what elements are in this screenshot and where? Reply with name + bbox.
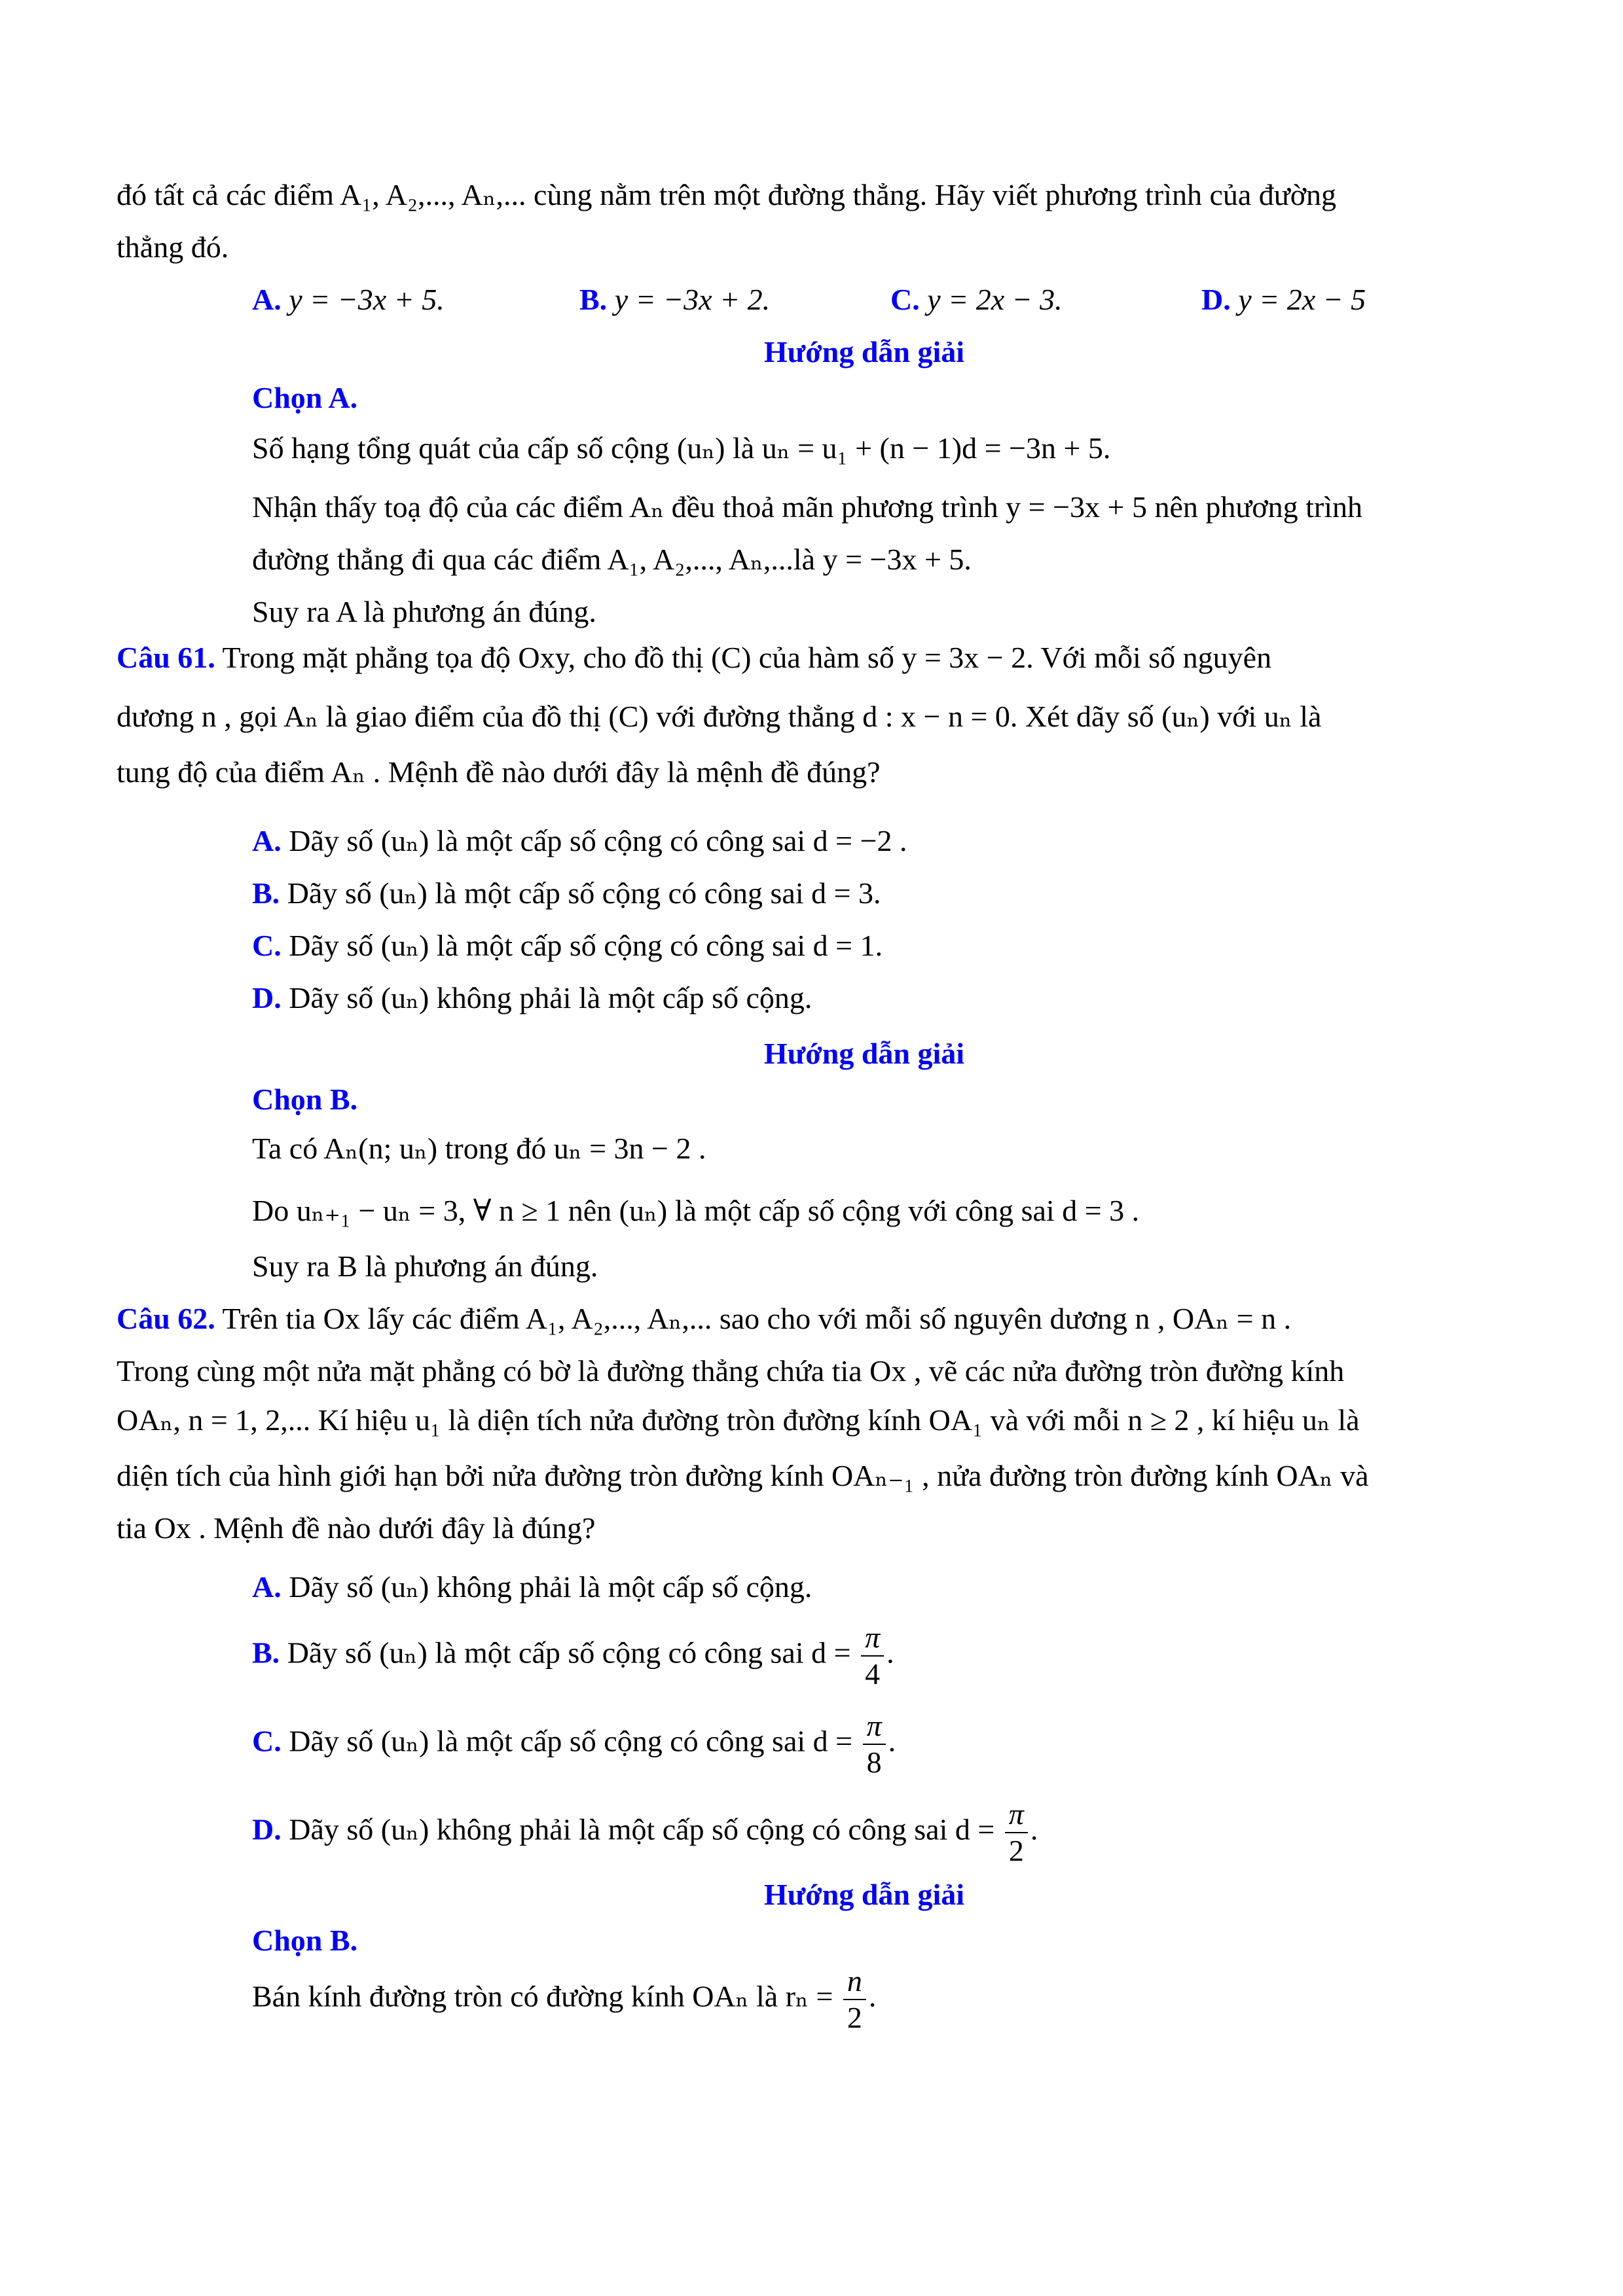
intro-option-c: [890, 280, 1063, 319]
q61-line-1: [117, 638, 1271, 677]
option-text: Dãy số (uₙ) là một cấp số cộng có công sai d = 3.: [280, 876, 881, 910]
q61-line-2: dương n , gọi Aₙ là giao điểm của đồ thị (C) với đường thẳng d : x − n = 0. Xét dãy số (uₙ) với uₙ là: [117, 700, 1322, 733]
fraction: [863, 1708, 886, 1780]
fraction-numerator: n: [843, 1964, 866, 2000]
q62-choice: Chọn B.: [252, 1924, 358, 1957]
q61-solution-2: Do uₙ₊₁ − uₙ = 3, ∀ n ≥ 1 nên (uₙ) là một cấp số cộng với công sai d = 3 .: [252, 1194, 1140, 1227]
option-text: Dãy số (uₙ) là một cấp số cộng có công sai d =: [281, 1724, 853, 1758]
option-text: Dãy số (uₙ) là một cấp số cộng có công sai d = −2 .: [281, 824, 907, 857]
intro-guide-title: Hướng dẫn giải: [763, 335, 965, 368]
option-text: Dãy số (uₙ) không phải là một cấp số cộng.: [281, 1570, 812, 1604]
q62-line-2: Trong cùng một nửa mặt phẳng có bờ là đường thẳng chứa tia Ox , vẽ các nửa đường tròn đường kính: [117, 1354, 1345, 1388]
q62-label: Câu 62.: [117, 1302, 215, 1335]
option-text: Dãy số (uₙ) là một cấp số cộng có công sai d =: [280, 1636, 851, 1670]
intro-line-1: đó tất cả các điểm A₁, A₂,..., Aₙ,... cùng nằm trên một đường thẳng. Hãy viết phương trình của đường: [117, 178, 1337, 211]
intro-line-2: thẳng đó.: [117, 230, 229, 264]
fraction-numerator: π: [1005, 1797, 1028, 1833]
fraction-denominator: 2: [847, 2001, 862, 2034]
intro-solution-3: đường thẳng đi qua các điểm A₁, A₂,..., Aₙ,...là y = −3x + 5.: [252, 543, 972, 576]
option-key: C.: [890, 283, 920, 316]
option-text: Dãy số (uₙ) không phải là một cấp số cộng có công sai d =: [281, 1812, 995, 1846]
q61-label: Câu 61.: [117, 641, 215, 674]
fraction: [1005, 1797, 1028, 1869]
option-key: D.: [252, 981, 282, 1014]
option-text: Dãy số (uₙ) là một cấp số cộng có công sai d = 1.: [281, 929, 883, 962]
intro-solution-4: Suy ra A là phương án đúng.: [252, 595, 596, 628]
fraction-denominator: 8: [866, 1746, 882, 1779]
intro-option-a: [252, 280, 445, 319]
q61-option-c: [252, 926, 883, 965]
fraction-denominator: 4: [865, 1657, 881, 1691]
q61-option-b: [252, 874, 881, 913]
q61-solution-3: Suy ra B là phương án đúng.: [252, 1249, 598, 1283]
q61-choice: Chọn B.: [252, 1083, 358, 1116]
q62-option-c: C. Dãy số (uₙ) là một cấp số cộng có công sai d = $\frac{\pi}{8}$ .: [252, 1709, 896, 1779]
fraction: [861, 1620, 884, 1692]
q62-line-1: [117, 1299, 1291, 1338]
option-text: y = −3x + 2.: [614, 283, 771, 316]
q61-option-a: [252, 821, 907, 861]
intro-option-d: [1201, 280, 1366, 319]
q62-line-5: tia Ox . Mệnh đề nào dưới đây là đúng?: [117, 1511, 596, 1545]
q61-text-1: Trong mặt phẳng tọa độ Oxy, cho đồ thị (C) của hàm số y = 3x − 2. Với mỗi số nguyên: [215, 641, 1272, 674]
intro-solution-2: Nhận thấy toạ độ của các điểm Aₙ đều thoả mãn phương trình y = −3x + 5 nên phương trình: [252, 490, 1363, 524]
option-key: A.: [252, 283, 282, 316]
q62-line-4: diện tích của hình giới hạn bởi nửa đường tròn đường kính OAₙ₋₁ , nửa đường tròn đường kính OAₙ và: [117, 1459, 1369, 1492]
q62-text-1: Trên tia Ox lấy các điểm A₁, A₂,..., Aₙ,... sao cho với mỗi số nguyên dương n , OAₙ = n .: [215, 1302, 1292, 1335]
option-key: B.: [252, 876, 280, 910]
option-key: A.: [252, 824, 282, 857]
fraction: [843, 1964, 866, 2036]
fraction-denominator: 2: [1008, 1834, 1024, 1867]
option-key: D.: [252, 1812, 282, 1846]
option-text: y = −3x + 5.: [289, 283, 445, 316]
option-key: B.: [579, 283, 608, 316]
intro-solution-1: Số hạng tổng quát của cấp số cộng (uₙ) là uₙ = u₁ + (n − 1)d = −3n + 5.: [252, 431, 1111, 465]
option-text: y = 2x − 3.: [927, 283, 1063, 316]
option-key: C.: [252, 1724, 282, 1758]
q62-guide-title: Hướng dẫn giải: [763, 1878, 965, 1911]
q61-line-3: tung độ của điểm Aₙ . Mệnh đề nào dưới đây là mệnh đề đúng?: [117, 755, 881, 789]
intro-option-b: [579, 280, 770, 319]
option-key: C.: [252, 929, 282, 962]
option-key: A.: [252, 1570, 282, 1604]
option-text: y = 2x − 5: [1238, 283, 1366, 316]
option-key: B.: [252, 1636, 280, 1670]
intro-choice: Chọn A.: [252, 381, 358, 414]
fraction-numerator: π: [861, 1620, 884, 1657]
q62-option-d: D. Dãy số (uₙ) không phải là một cấp số cộng có công sai d = $\frac{\pi}{2}$ .: [252, 1797, 1038, 1867]
solution-text: Bán kính đường tròn có đường kính OAₙ là rₙ =: [252, 1979, 833, 2013]
option-text: Dãy số (uₙ) không phải là một cấp số cộng.: [281, 981, 812, 1014]
q62-line-3: OAₙ, n = 1, 2,... Kí hiệu u₁ là diện tích nửa đường tròn đường kính OA₁ và với mỗi n ≥ 2 , kí hiệu uₙ là: [117, 1403, 1360, 1437]
option-key: D.: [1201, 283, 1231, 316]
q62-option-b: B. Dãy số (uₙ) là một cấp số cộng có công sai d = $\frac{\pi}{4}$ .: [252, 1621, 894, 1691]
q61-option-d: [252, 978, 812, 1018]
q61-guide-title: Hướng dẫn giải: [763, 1037, 965, 1070]
fraction-numerator: π: [863, 1708, 886, 1745]
q62-solution-1: Bán kính đường tròn có đường kính OAₙ là rₙ = $\frac{n}{2}$ .: [252, 1964, 877, 2034]
q62-option-a: [252, 1568, 812, 1607]
q61-solution-1: Ta có Aₙ(n; uₙ) trong đó uₙ = 3n − 2 .: [252, 1132, 706, 1165]
